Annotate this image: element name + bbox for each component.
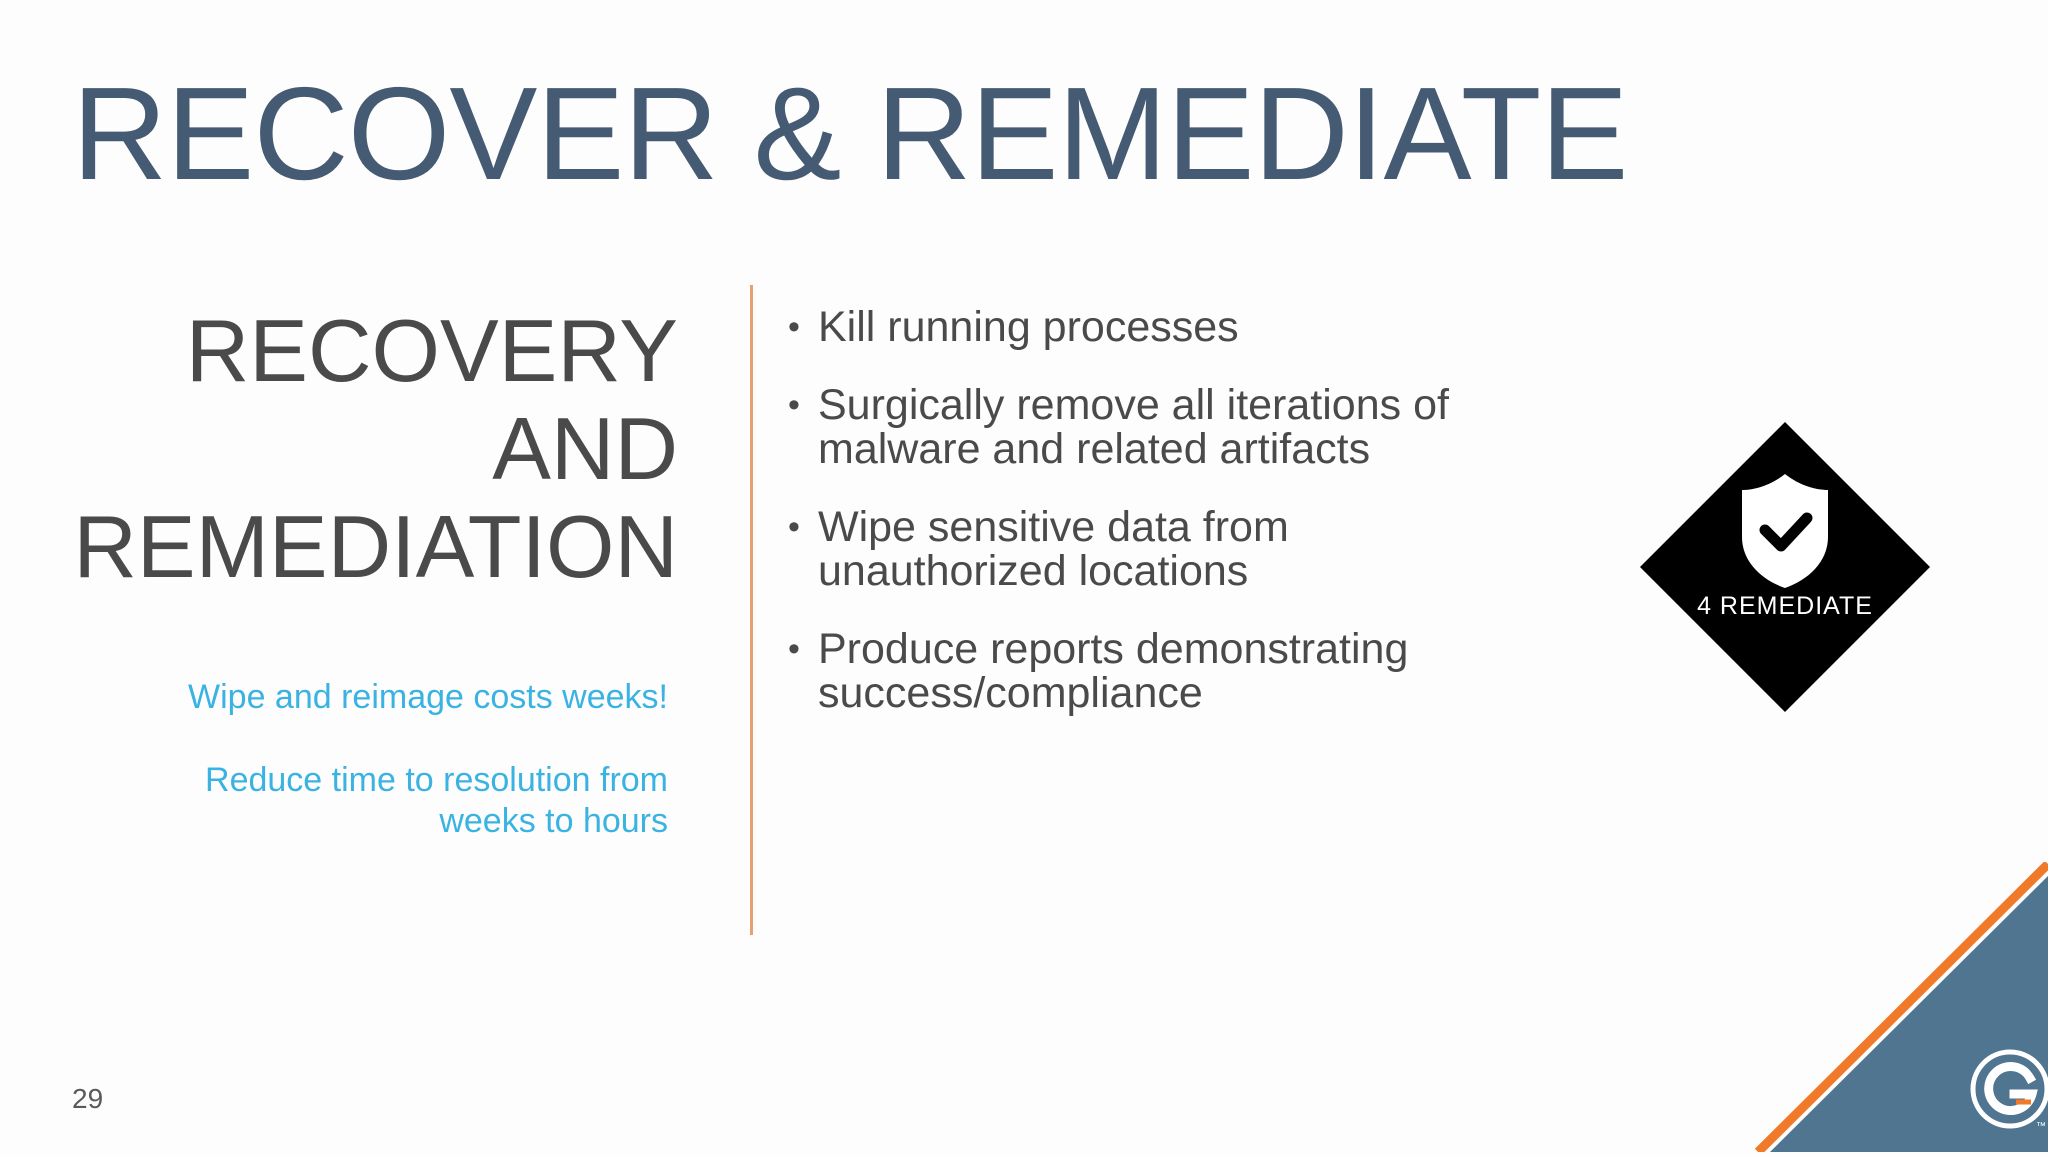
bullet-line: Wipe sensitive data from xyxy=(818,503,1289,551)
bullet-list xyxy=(788,305,1449,749)
remediate-badge xyxy=(1640,422,1930,712)
bullet-glyph: • xyxy=(788,386,800,424)
bullet-item xyxy=(788,305,1449,349)
trademark-mark: ™ xyxy=(2036,1121,2046,1132)
badge-diamond xyxy=(1640,422,1930,712)
section-heading xyxy=(73,302,678,596)
bullet-item xyxy=(788,505,1449,593)
vertical-divider xyxy=(750,285,753,935)
section-heading-line: RECOVERY xyxy=(185,301,678,400)
bullet-item xyxy=(788,383,1449,471)
bullet-line: success/compliance xyxy=(818,669,1203,717)
section-heading-line: REMEDIATION xyxy=(73,497,678,596)
bullet-item xyxy=(788,627,1449,715)
bullet-glyph: • xyxy=(788,308,800,346)
section-heading-line: AND xyxy=(492,399,678,498)
bullet-line: unauthorized locations xyxy=(818,547,1249,595)
note-reduce-time xyxy=(205,760,668,842)
bullet-line: malware and related artifacts xyxy=(818,425,1371,473)
note-line: weeks to hours xyxy=(439,802,668,840)
bullet-line: Kill running processes xyxy=(818,303,1239,351)
bullet-glyph: • xyxy=(788,508,800,546)
corner-logo-area xyxy=(1748,862,2048,1152)
bullet-glyph: • xyxy=(788,630,800,668)
slide-title: RECOVER & REMEDIATE xyxy=(72,60,1628,207)
corner-decoration xyxy=(1748,862,2048,1152)
bullet-line: Produce reports demonstrating xyxy=(818,625,1409,673)
note-line: Wipe and reimage costs weeks! xyxy=(188,678,668,716)
badge-label: 4 REMEDIATE xyxy=(1697,592,1873,620)
note-wipe-reimage xyxy=(188,677,668,718)
bullet-line: Surgically remove all iterations of xyxy=(818,381,1449,429)
note-line: Reduce time to resolution from xyxy=(205,761,668,799)
page-number: 29 xyxy=(72,1083,104,1114)
